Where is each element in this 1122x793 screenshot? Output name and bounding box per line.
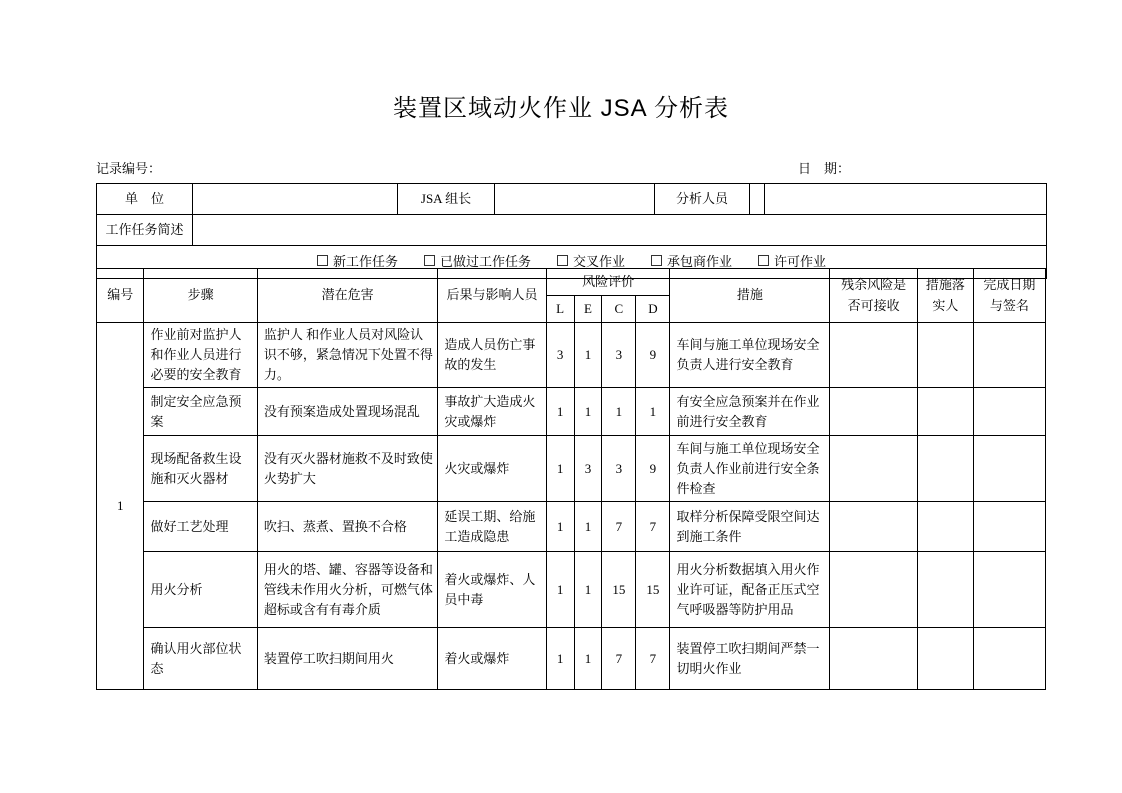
- header-index: 编号: [97, 269, 144, 323]
- cell-completion-date[interactable]: [973, 388, 1045, 436]
- header-measure-owner-line2: 实人: [932, 297, 959, 313]
- checkbox-label: 新工作任务: [332, 253, 398, 269]
- unit-label: 单 位: [97, 184, 193, 215]
- cell-completion-date[interactable]: [973, 552, 1045, 628]
- header-measure-owner-line1: 措施落: [925, 277, 965, 293]
- cell-consequence: 造成人员伤亡事故的发生: [438, 323, 546, 388]
- info-row-unit: [97, 184, 1047, 215]
- cell-risk-D: 7: [636, 502, 670, 552]
- header-risk-evaluation: 风险评价: [546, 269, 670, 296]
- cell-hazard: 没有灭火器材施救不及时致使火势扩大: [257, 436, 438, 502]
- table-row: [97, 552, 1046, 628]
- cell-risk-L: 1: [546, 552, 574, 628]
- checkbox-label: 承包商作业: [667, 253, 733, 269]
- header-completion-date-line1: 完成日期: [983, 277, 1036, 293]
- header-residual-risk: [830, 269, 918, 323]
- cell-measures: 有安全应急预案并在作业前进行安全教育: [670, 388, 830, 436]
- cell-consequence: 延误工期、给施工造成隐患: [438, 502, 546, 552]
- header-risk-L: L: [546, 296, 574, 323]
- cell-risk-C: 15: [602, 552, 636, 628]
- checkbox-label: 已做过工作任务: [439, 253, 531, 269]
- cell-measure-owner[interactable]: [918, 552, 974, 628]
- cell-residual-risk[interactable]: [830, 502, 918, 552]
- cell-risk-L: 1: [546, 388, 574, 436]
- cell-measures: 车间与施工单位现场安全负责人进行安全教育: [670, 323, 830, 388]
- cell-measure-owner[interactable]: [918, 628, 974, 690]
- cell-measure-owner[interactable]: [918, 436, 974, 502]
- cell-residual-risk[interactable]: [830, 552, 918, 628]
- header-risk-D: D: [636, 296, 670, 323]
- cell-risk-L: 1: [546, 502, 574, 552]
- date-label: 日 期：: [798, 161, 851, 176]
- unit-value-field[interactable]: [193, 184, 398, 215]
- checkbox-icon[interactable]: [317, 255, 328, 266]
- header-residual-risk-line1: 残余风险是: [841, 277, 907, 293]
- cell-step: 现场配备救生设施和灭火器材: [144, 436, 257, 502]
- cell-risk-D: 9: [636, 323, 670, 388]
- header-consequence: 后果与影响人员: [438, 269, 546, 323]
- info-row-task-desc: [97, 215, 1047, 246]
- cell-consequence: 火灾或爆炸: [438, 436, 546, 502]
- cell-risk-E: 1: [574, 552, 602, 628]
- cell-step: 确认用火部位状态: [144, 628, 257, 690]
- page-title: 装置区域动火作业 JSA 分析表: [392, 95, 730, 122]
- cell-measures: 车间与施工单位现场安全负责人作业前进行安全条件检查: [670, 436, 830, 502]
- task-desc-label: 工作任务简述: [97, 215, 193, 246]
- table-row: [97, 502, 1046, 552]
- analyst-value-field[interactable]: [765, 184, 1047, 215]
- cell-step: 用火分析: [144, 552, 257, 628]
- checkbox-icon[interactable]: [557, 255, 568, 266]
- cell-completion-date[interactable]: [973, 628, 1045, 690]
- jsa-leader-label: JSA 组长: [398, 184, 495, 215]
- checkbox-label: 许可作业: [774, 253, 827, 269]
- header-risk-C: C: [602, 296, 636, 323]
- cell-hazard: 监护人 和作业人员对风险认识不够，紧急情况下处置不得力。: [257, 323, 438, 388]
- meta-line: [96, 158, 1046, 178]
- jsa-analysis-table: [96, 268, 1046, 690]
- cell-measures: 用火分析数据填入用火作业许可证，配备正压式空气呼吸器等防护用品: [670, 552, 830, 628]
- cell-hazard: 吹扫、蒸煮、置换不合格: [257, 502, 438, 552]
- cell-risk-D: 7: [636, 628, 670, 690]
- cell-risk-C: 3: [602, 323, 636, 388]
- cell-measure-owner[interactable]: [918, 502, 974, 552]
- cell-risk-L: 1: [546, 628, 574, 690]
- cell-residual-risk[interactable]: [830, 323, 918, 388]
- cell-risk-C: 7: [602, 502, 636, 552]
- header-completion-date-line2: 与签名: [989, 297, 1029, 313]
- task-desc-value-field[interactable]: [193, 215, 1047, 246]
- table-row: [97, 388, 1046, 436]
- header-measures: 措施: [670, 269, 830, 323]
- cell-risk-E: 3: [574, 436, 602, 502]
- cell-residual-risk[interactable]: [830, 388, 918, 436]
- checkbox-icon[interactable]: [651, 255, 662, 266]
- cell-consequence: 着火或爆炸、人员中毒: [438, 552, 546, 628]
- header-residual-risk-line2: 否可接收: [847, 297, 900, 313]
- checkbox-label: 交叉作业: [572, 253, 625, 269]
- cell-step: 制定安全应急预案: [144, 388, 257, 436]
- cell-risk-C: 3: [602, 436, 636, 502]
- record-number-label: 记录编号：: [96, 161, 162, 176]
- cell-risk-E: 1: [574, 502, 602, 552]
- table-row: [97, 323, 1046, 388]
- header-hazard: 潜在危害: [257, 269, 438, 323]
- cell-step: 作业前对监护人和作业人员进行必要的安全教育: [144, 323, 257, 388]
- cell-risk-D: 15: [636, 552, 670, 628]
- cell-risk-E: 1: [574, 323, 602, 388]
- checkbox-icon[interactable]: [424, 255, 435, 266]
- jsa-header-row-1: [97, 269, 1046, 296]
- cell-risk-E: 1: [574, 388, 602, 436]
- analyst-label: 分析人员: [655, 184, 750, 215]
- cell-hazard: 装置停工吹扫期间用火: [257, 628, 438, 690]
- table-row: [97, 436, 1046, 502]
- info-table: [96, 183, 1047, 279]
- cell-completion-date[interactable]: [973, 436, 1045, 502]
- cell-measures: 取样分析保障受限空间达到施工条件: [670, 502, 830, 552]
- cell-consequence: 着火或爆炸: [438, 628, 546, 690]
- cell-measures: 装置停工吹扫期间严禁一切明火作业: [670, 628, 830, 690]
- cell-residual-risk[interactable]: [830, 628, 918, 690]
- analyst-value-narrow-field[interactable]: [750, 184, 765, 215]
- cell-risk-D: 1: [636, 388, 670, 436]
- cell-risk-L: 3: [546, 323, 574, 388]
- cell-step: 做好工艺处理: [144, 502, 257, 552]
- cell-risk-D: 9: [636, 436, 670, 502]
- table-row: [97, 628, 1046, 690]
- cell-completion-date[interactable]: [973, 502, 1045, 552]
- checkbox-icon[interactable]: [758, 255, 769, 266]
- cell-measure-owner[interactable]: [918, 323, 974, 388]
- cell-hazard: 用火的塔、罐、容器等设备和管线未作用火分析，可燃气体超标或含有有毒介质: [257, 552, 438, 628]
- cell-completion-date[interactable]: [973, 323, 1045, 388]
- cell-hazard: 没有预案造成处置现场混乱: [257, 388, 438, 436]
- jsa-leader-value-field[interactable]: [495, 184, 655, 215]
- cell-consequence: 事故扩大造成火灾或爆炸: [438, 388, 546, 436]
- header-measure-owner: [918, 269, 974, 323]
- cell-risk-L: 1: [546, 436, 574, 502]
- cell-risk-C: 7: [602, 628, 636, 690]
- header-completion-date-signature: [973, 269, 1045, 323]
- header-risk-E: E: [574, 296, 602, 323]
- cell-measure-owner[interactable]: [918, 388, 974, 436]
- row-group-index: 1: [97, 323, 144, 690]
- header-step: 步骤: [144, 269, 257, 323]
- cell-risk-C: 1: [602, 388, 636, 436]
- cell-residual-risk[interactable]: [830, 436, 918, 502]
- cell-risk-E: 1: [574, 628, 602, 690]
